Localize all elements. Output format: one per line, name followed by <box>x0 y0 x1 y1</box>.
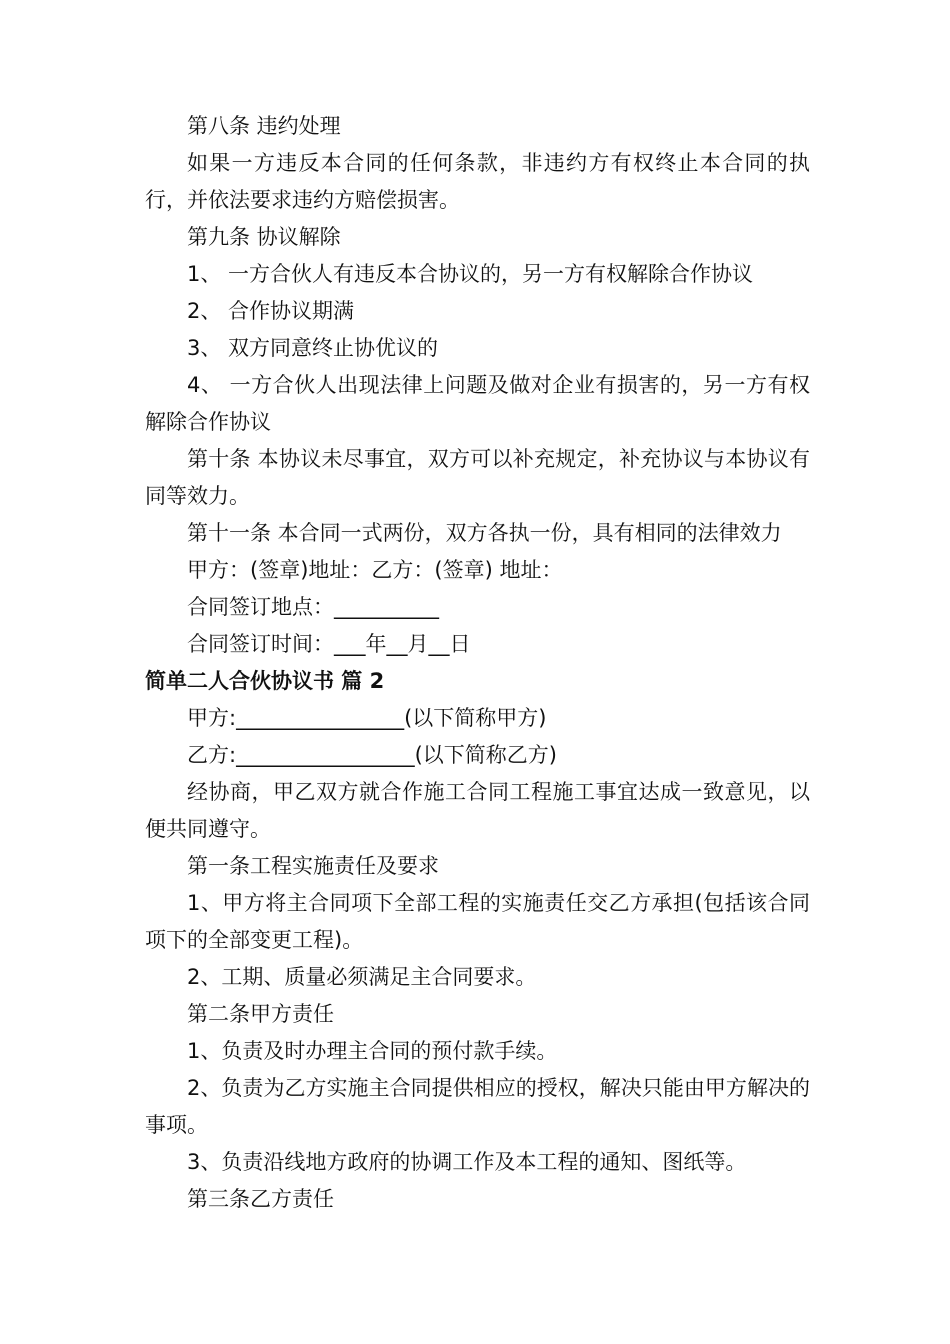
signing-date: 合同签订时间：___年__月__日 <box>187 632 471 656</box>
signing-place: 合同签订地点：__________ <box>187 595 439 619</box>
clause-9-item-4: 4、 一方合伙人出现法律上问题及做对企业有损害的，另一方有权解除合作协议 <box>145 373 810 434</box>
document-body <box>145 108 810 1218</box>
article-2-item-1: 1、负责及时办理主合同的预付款手续。 <box>187 1039 558 1063</box>
clause-9-item-1: 1、 一方合伙人有违反本合协议的，另一方有权解除合作协议 <box>187 262 754 286</box>
section-heading: 简单二人合伙协议书 篇 2 <box>145 669 385 693</box>
clause-8-title: 第八条 违约处理 <box>187 114 341 138</box>
article-1-title: 第一条工程实施责任及要求 <box>187 854 439 878</box>
article-3-title: 第三条乙方责任 <box>187 1187 334 1211</box>
article-2-item-2: 2、负责为乙方实施主合同提供相应的授权，解决只能由甲方解决的事项。 <box>145 1076 810 1137</box>
clause-10: 第十条 本协议未尽事宜，双方可以补充规定，补充协议与本协议有同等效力。 <box>145 447 810 508</box>
signature-line: 甲方：(签章)地址：乙方：(签章) 地址： <box>187 558 563 582</box>
clause-9-title: 第九条 协议解除 <box>187 225 341 249</box>
article-1-item-1: 1、甲方将主合同项下全部工程的实施责任交乙方承担(包括该合同项下的全部变更工程)。 <box>145 891 810 952</box>
clause-11: 第十一条 本合同一式两份，双方各执一份，具有相同的法律效力 <box>187 521 782 545</box>
clause-8-body: 如果一方违反本合同的任何条款，非违约方有权终止本合同的执行，并依法要求违约方赔偿损害。 <box>145 151 810 212</box>
preamble: 经协商，甲乙双方就合作施工合同工程施工事宜达成一致意见，以便共同遵守。 <box>145 780 810 841</box>
clause-9-item-3: 3、 双方同意终止协优议的 <box>187 336 439 360</box>
party-a: 甲方:________________(以下简称甲方) <box>187 706 547 730</box>
article-2-item-3: 3、负责沿线地方政府的协调工作及本工程的通知、图纸等。 <box>187 1150 747 1174</box>
party-b: 乙方:_________________(以下简称乙方) <box>187 743 557 767</box>
clause-9-item-2: 2、 合作协议期满 <box>187 299 355 323</box>
article-2-title: 第二条甲方责任 <box>187 1002 334 1026</box>
article-1-item-2: 2、工期、质量必须满足主合同要求。 <box>187 965 537 989</box>
